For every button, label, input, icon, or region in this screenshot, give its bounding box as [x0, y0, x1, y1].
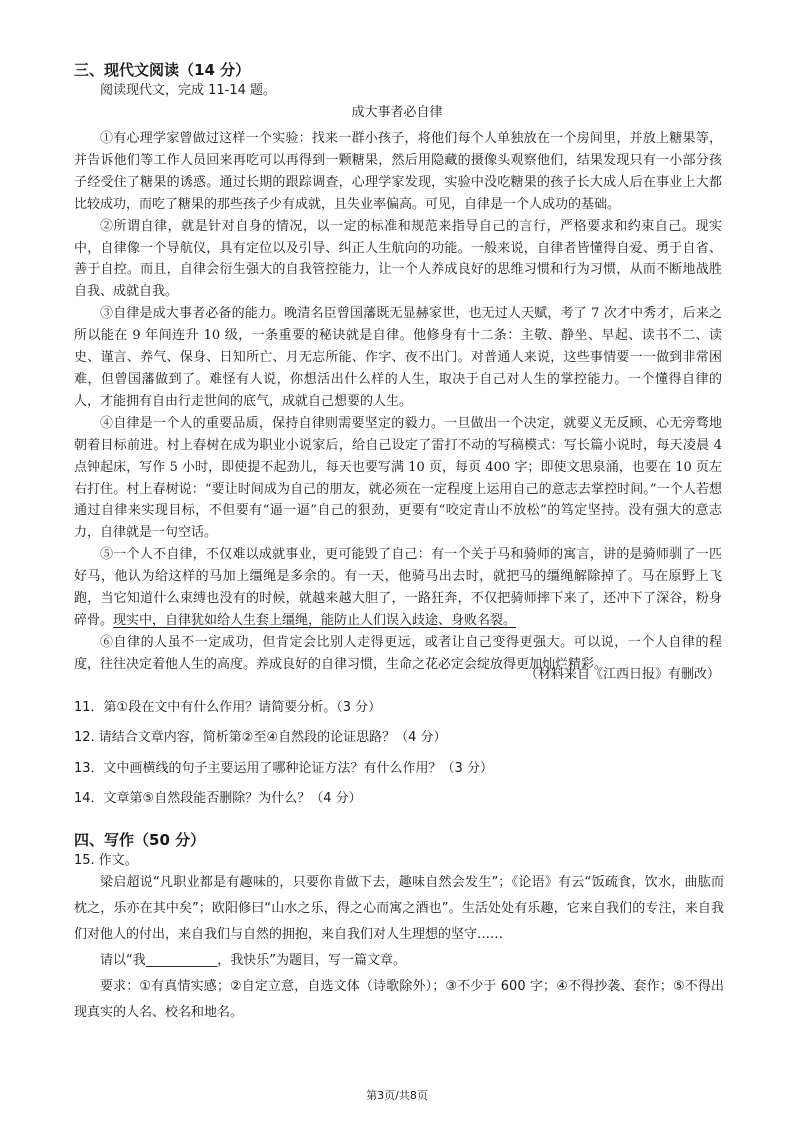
question-13: 13．文中画横线的句子主要运用了哪种论证方法？有什么作用？（3 分） [74, 761, 493, 776]
writing-prompt [74, 870, 724, 1026]
section-heading-writing: 四、写作（50 分） [74, 831, 206, 849]
writing-requirements: 要求：①有真情实感；②自定立意，自选文体（诗歌除外）；③不少于 600 字；④不得抄袭、套作；⑤不得出现真实的人名、校名和地名。 [74, 979, 724, 1020]
question-11: 11．第①段在文中有什么作用？请简要分析。（3 分） [74, 700, 382, 715]
reading-instruction: 阅读现代文，完成 11-14 题。 [100, 83, 277, 98]
paragraph-4: ④自律是一个人的重要品质，保持自律则需要坚定的毅力。一旦做出一个决定，就要义无反顾、心无旁骛地朝着目标前进。村上春树在成为职业小说家后，给自己设定了雷打不动的写稿模式：写长篇小说时，每天凌晨 4 点钟起床，写作 5 小时，即使提不起劲儿，每天也要写满 10 页，每页 400 字；即使文思泉涌，也要在 10 页左右打住。村上春树说：“要让时间成为自己的朋友，就必须在一定程度上运用自己的意志去掌控时间。”一个人若想通过自律来实现目标，不但要有“逼一逼”自己的狠劲，更要有“咬定青山不放松”的笃定坚持。没有强大的意志力，自律就是一句空话。 [74, 415, 722, 541]
paragraph-6: ⑥自律的人虽不一定成功，但肯定会比别人走得更远，或者让自己变得更强大。可以说，一个人自律的程度，往往决定着他人生的高度。养成良好的自律习惯，生命之花必定会绽放得更加灿烂精彩。 [74, 634, 722, 672]
underlined-sentence: 现实中，自律犹如给人生套上缰绳，能防止人们误入歧途、身败名裂。 [113, 612, 517, 628]
article-source: （材料来自《江西日报》有删改） [524, 667, 720, 682]
paragraph-3: ③自律是成大事者必备的能力。晚清名臣曾国藩既无显赫家世，也无过人天赋，考了 7 次才中秀才，后来之所以能在 9 年间连升 10 级，一条重要的秘诀就是自律。他修身有十二条：主敬、静坐、早起、读书不二、读史、谨言、养气、保身、日知所亡、月无忘所能、作字、夜不出门。对普通人来说，这些事情要一一做到非常困难，但曾国藩做到了。难怪有人说，你想活出什么样的人生，取决于自己对人生的掌控能力。一个懂得自律的人，才能拥有自由行走世间的底气，成就自己想要的人生。 [74, 306, 722, 409]
paragraph-5 [74, 544, 722, 632]
writing-item: 15. 作文。 [74, 853, 138, 868]
question-14: 14．文章第⑤自然段能否删除？为什么？（4 分） [74, 791, 362, 806]
paragraph-1: ①有心理学家曾做过这样一个实验：找来一群小孩子，将他们每个人单独放在一个房间里，并放上糖果等，并告诉他们等工作人员回来再吃可以再得到一颗糖果，然后用隐藏的摄像头观察他们，结果发现只有一小部分孩子经受住了糖果的诱惑。通过长期的跟踪调查，心理学家发现，实验中没吃糖果的孩子长大成人后在事业上大都比较成功，而吃了糖果的那些孩子少有成就，且失业率偏高。可见，自律是一个人成功的基础。 [74, 131, 722, 212]
writing-prompt-paragraph: 梁启超说“凡职业都是有趣味的，只要你肯做下去，趣味自然会发生”；《论语》有云“饭疏食，饮水，曲肱而枕之，乐亦在其中矣”；欧阳修曰“山水之乐，得之心而寓之酒也”。生活处处有乐趣，它来自我们的专注，来自我们对他人的付出，来自我们与自然的拥抱，来自我们对人生理想的坚守…… [74, 875, 724, 942]
question-12: 12. 请结合文章内容，简析第②至④自然段的论证思路？（4 分） [74, 730, 447, 745]
page-number: 第3页/共8页 [366, 1089, 428, 1102]
section-heading-reading: 三、现代文阅读（14 分） [74, 61, 251, 79]
article-body [74, 128, 722, 676]
paragraph-2: ②所谓自律，就是针对自身的情况，以一定的标准和规范来指导自己的言行，严格要求和约束自己。现实中，自律像一个导航仪，具有定位以及引导、纠正人生航向的功能。一般来说，自律者皆懂得自爱、勇于自省、善于自控。而且，自律会衍生强大的自我管控能力，让一个人养成良好的思维习惯和行为习惯，从而不断地战胜自我、成就自我。 [74, 218, 722, 300]
paragraph-5-text: ⑤一个人不自律，不仅难以成就事业，更可能毁了自己：有一个关于马和骑师的寓言，讲的是骑师驯了一匹好马，他认为给这样的马加上缰绳是多余的。有一天，他骑马出去时，就把马的缰绳解除掉了。马在原野上飞跑，当它知道什么束缚也没有的时候，就越来越大胆了，一路狂奔，不仅把骑师摔下来了，还冲下了深谷，粉身碎骨。 [74, 547, 722, 628]
writing-title-instruction: 请以“我___________，我快乐”为题目，写一篇文章。 [100, 953, 406, 968]
article-title: 成大事者必自律 [351, 105, 443, 120]
